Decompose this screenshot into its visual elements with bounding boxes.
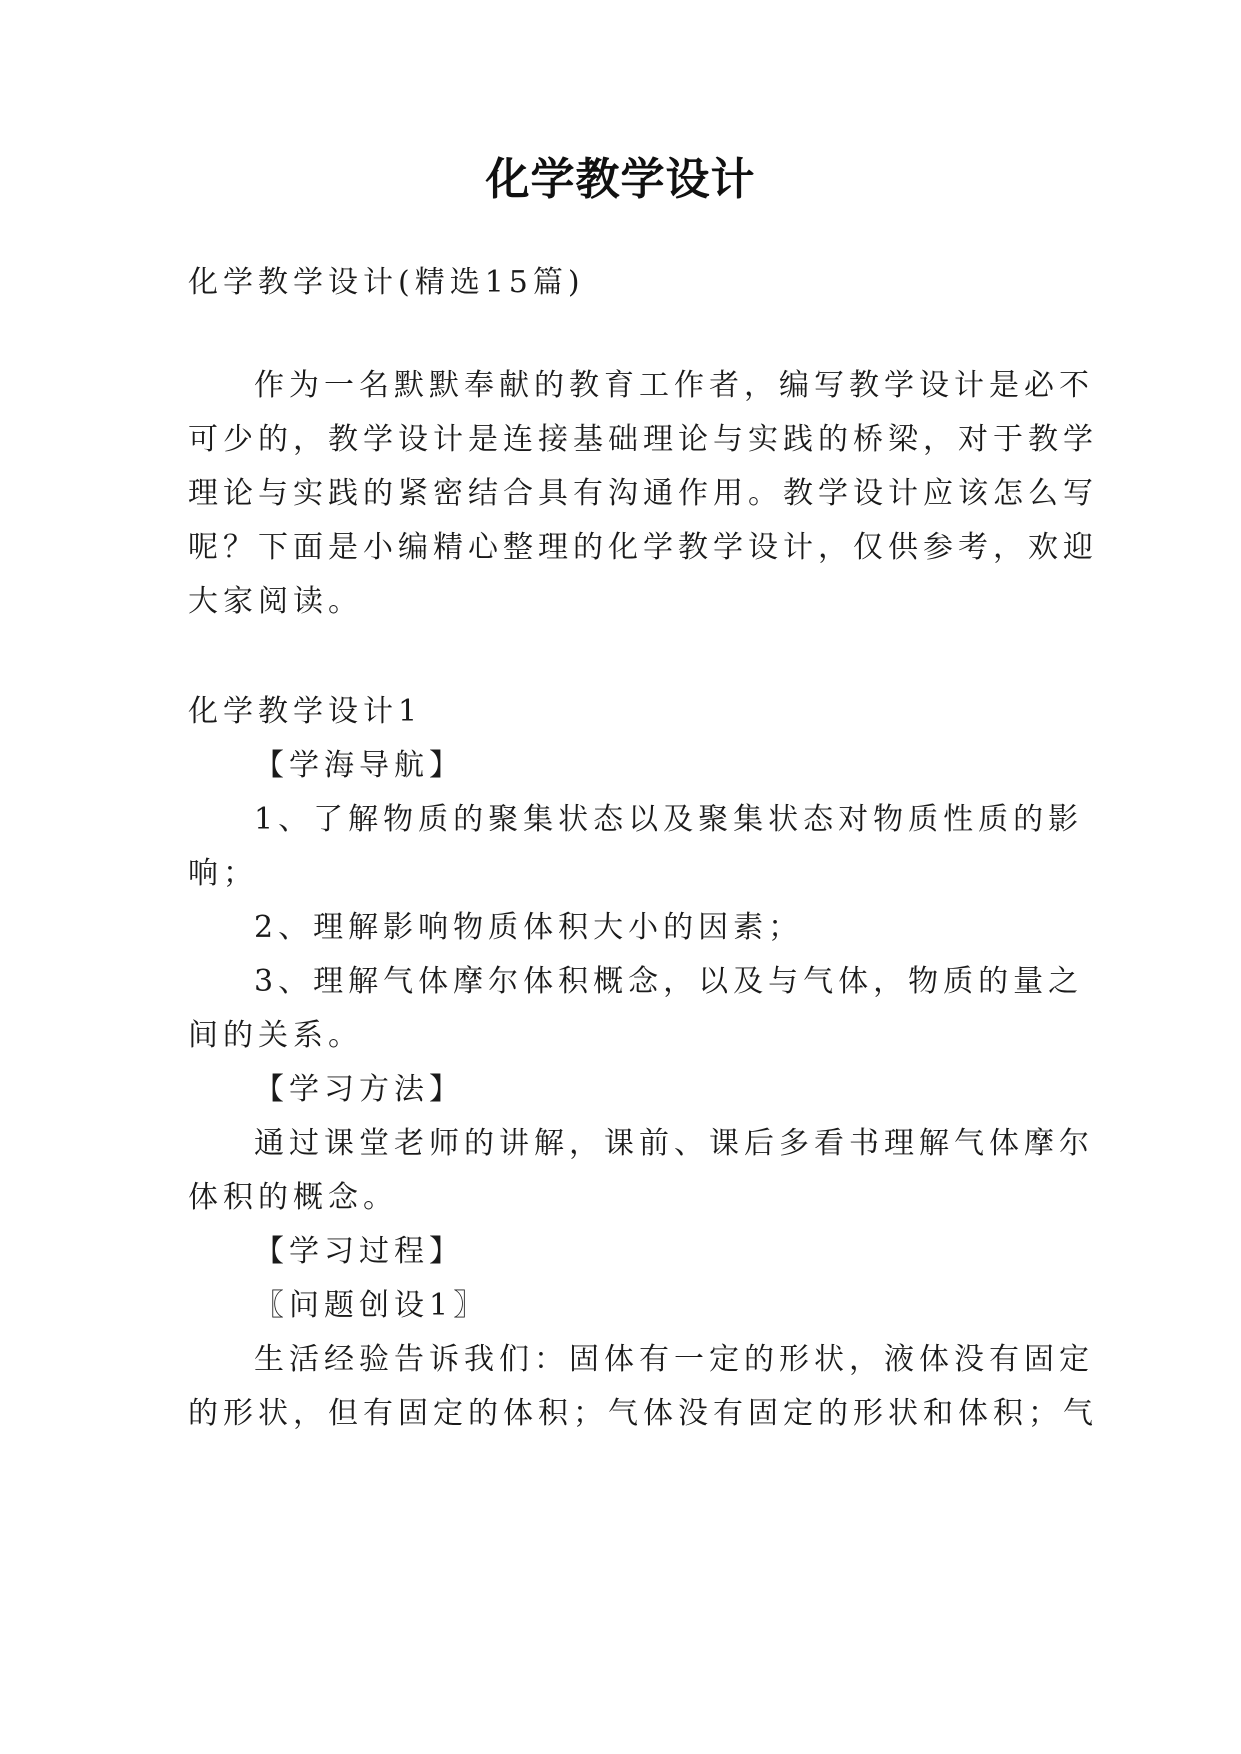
experience-line-1: 生活经验告诉我们：固体有一定的形状，液体没有固定	[254, 1342, 1094, 1377]
method-heading: 【学习方法】	[254, 1072, 464, 1107]
goal-1-line-1: 1、了解物质的聚集状态以及聚集状态对物质性质的影	[254, 802, 1084, 837]
experience-line-2: 的形状，但有固定的体积；气体没有固定的形状和体积；气	[188, 1396, 1098, 1431]
goal-3-line-2: 间的关系。	[188, 1018, 363, 1053]
intro-line-2: 可少的，教学设计是连接基础理论与实践的桥梁，对于教学	[188, 422, 1098, 457]
method-line-1: 通过课堂老师的讲解，课前、课后多看书理解气体摩尔	[254, 1126, 1094, 1161]
intro-line-1: 作为一名默默奉献的教育工作者，编写教学设计是必不	[254, 368, 1094, 403]
question-heading: 〖问题创设1〗	[254, 1288, 489, 1323]
document-subtitle: 化学教学设计(精选15篇)	[188, 265, 585, 300]
section-heading: 化学教学设计1	[188, 694, 423, 729]
process-heading: 【学习过程】	[254, 1234, 464, 1269]
method-line-2: 体积的概念。	[188, 1180, 398, 1215]
intro-line-4: 呢？下面是小编精心整理的化学教学设计，仅供参考，欢迎	[188, 530, 1098, 565]
goal-1-line-2: 响；	[188, 856, 258, 891]
intro-line-3: 理论与实践的紧密结合具有沟通作用。教学设计应该怎么写	[188, 476, 1098, 511]
document-title: 化学教学设计	[485, 154, 756, 205]
goal-2: 2、理解影响物质体积大小的因素；	[254, 910, 804, 945]
nav-heading: 【学海导航】	[254, 748, 464, 783]
intro-line-5: 大家阅读。	[188, 584, 363, 619]
goal-3-line-1: 3、理解气体摩尔体积概念，以及与气体，物质的量之	[254, 964, 1084, 999]
